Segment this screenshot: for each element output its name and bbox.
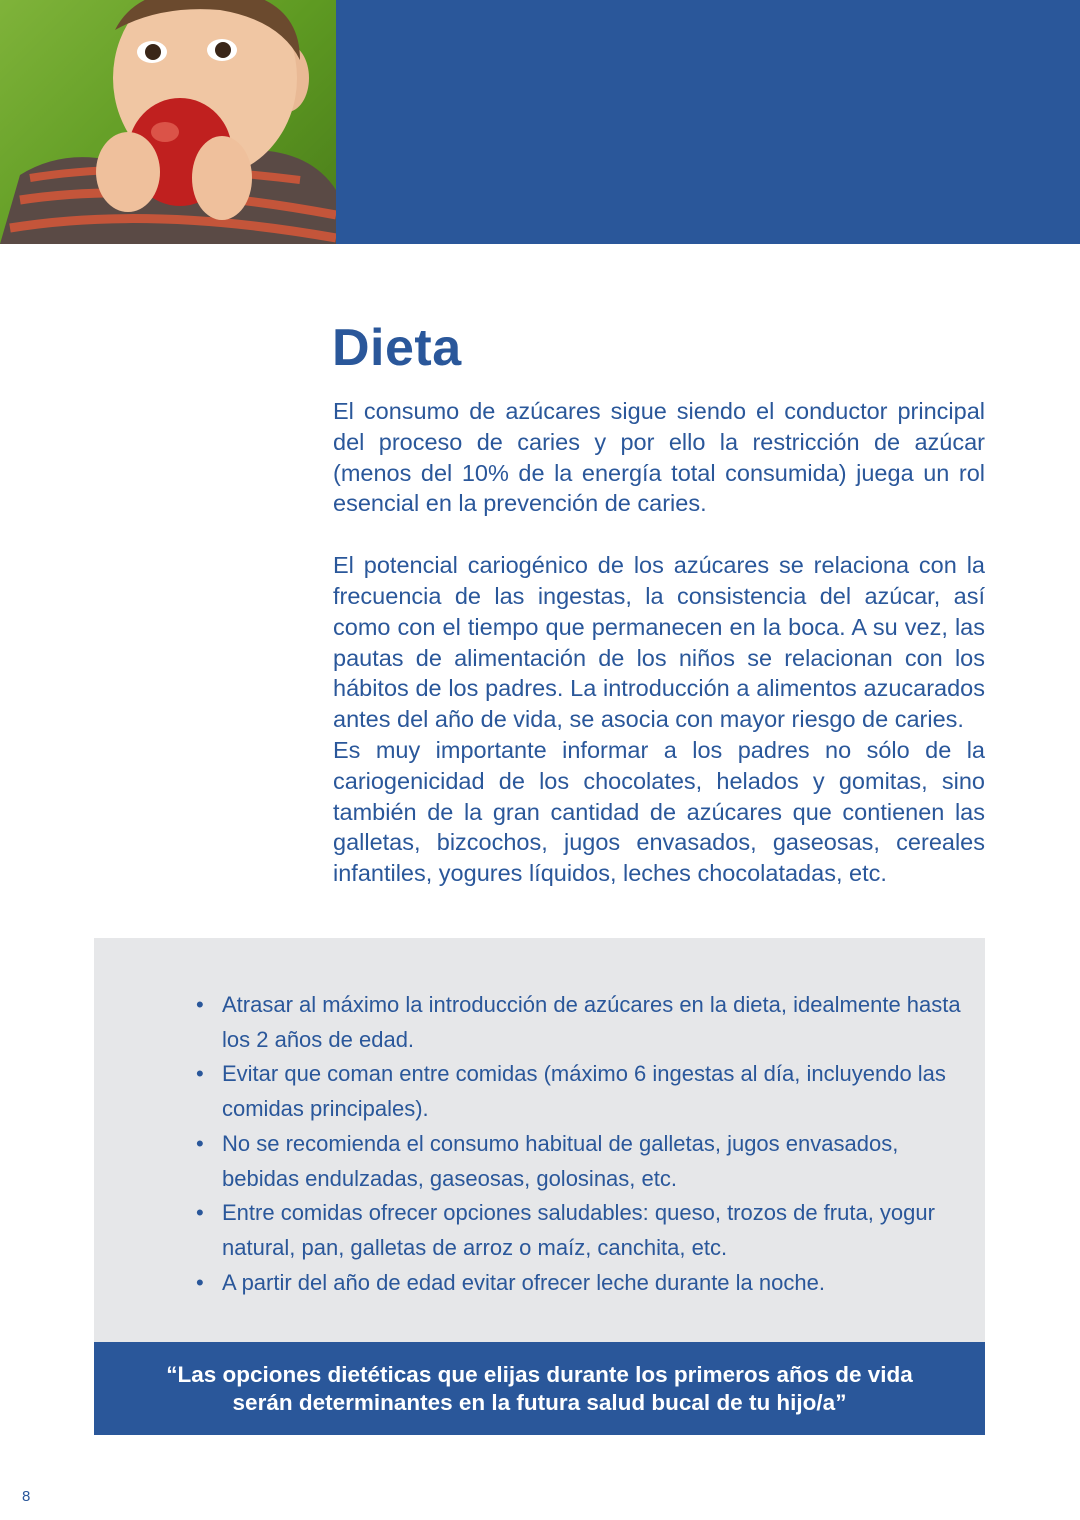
list-item-text: No se recomienda el consumo habitual de galletas, jugos envasados, bebidas endulzadas, gaseosas, golosinas, etc. — [222, 1130, 899, 1191]
list-item-text: Entre comidas ofrecer opciones saludables: queso, trozos de fruta, yogur natural, pan, galletas de arroz o maíz, canchita, etc. — [222, 1200, 935, 1260]
quote-text — [160, 1361, 920, 1417]
list-item — [196, 1057, 966, 1126]
bullet-icon: • — [196, 1269, 204, 1295]
body-text — [333, 396, 985, 889]
bullet-icon: • — [196, 992, 204, 1017]
list-item-text: Atrasar al máximo la introducción de azúcares en la dieta, idealmente hasta los 2 años de edad. — [222, 992, 961, 1052]
list-item — [196, 1196, 966, 1265]
quote-line-2: serán determinantes en la futura salud bucal de tu hijo/a” — [232, 1389, 847, 1415]
quote-line-1: “Las opciones dietéticas que elijas durante los primeros años de vida — [166, 1361, 913, 1387]
list-item — [196, 1127, 966, 1196]
list-item-text: Evitar que coman entre comidas (máximo 6 ingestas al día, incluyendo las comidas principales). — [222, 1061, 946, 1122]
paragraph-2: El potencial cariogénico de los azúcares se relaciona con la frecuencia de las ingestas, la consistencia del azúcar, así como con el tiempo que permanecen en la boca. A su vez, las pautas de alimentación de los niños se relacionan con los hábitos de los padres. La introducción a alimentos azucarados antes del año de vida, se asocia con mayor riesgo de caries. — [333, 552, 985, 733]
child-apple-illustration — [0, 0, 336, 244]
tips-list — [196, 988, 966, 1300]
page-number: 8 — [22, 1488, 31, 1505]
list-item — [196, 1266, 966, 1301]
paragraph-1: El consumo de azúcares sigue siendo el conductor principal del proceso de caries y por ello la restricción de azúcar (menos del 10% de la energía total consumida) juega un rol esencial en la prevención de caries. — [333, 398, 985, 517]
header-photo — [0, 0, 336, 244]
header-blue-band — [336, 0, 1080, 244]
paragraph-3: Es muy importante informar a los padres no sólo de la cariogenicidad de los chocolates, helados y gomitas, sino también de la gran cantidad de azúcares que contienen las galletas, bizcochos, jugos envasados, gaseosas, cereales infantiles, yogures líquidos, leches chocolatadas, etc. — [333, 736, 985, 887]
list-item-text: A partir del año de edad evitar ofrecer leche durante la noche. — [222, 1269, 825, 1295]
list-item — [196, 988, 966, 1057]
quote-banner — [94, 1342, 985, 1435]
bullet-icon: • — [196, 1061, 204, 1087]
page-title: Dieta — [332, 319, 462, 377]
bullet-icon: • — [196, 1200, 204, 1226]
bullet-icon: • — [196, 1130, 204, 1156]
